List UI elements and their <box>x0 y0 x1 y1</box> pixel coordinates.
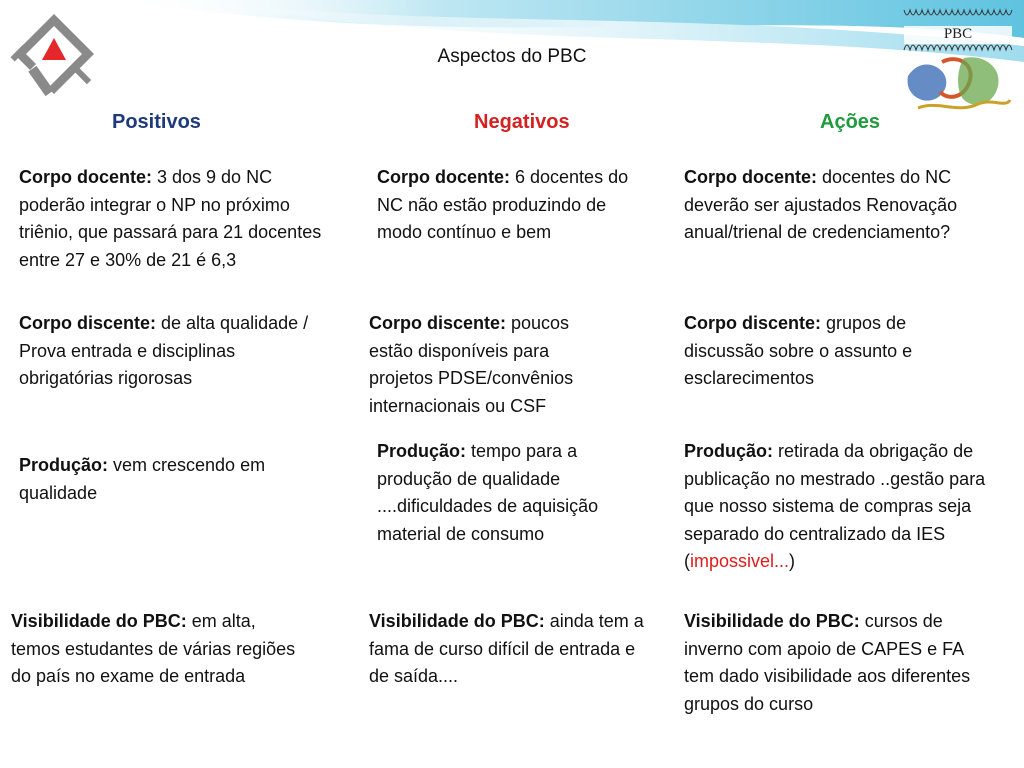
positivos-docente-label: Corpo docente: <box>19 167 152 187</box>
negativos-discente-label: Corpo discente: <box>369 313 507 333</box>
acoes-discente-text: grupos de discussão sobre o assunto e esclarecimentos <box>684 313 913 388</box>
column-header-positivos: Positivos <box>112 111 201 133</box>
negativos-docente-label: Corpo docente: <box>377 167 510 187</box>
acoes-visibilidade-text: cursos de inverno com apoio de CAPES e FA tem dado visibilidade aos diferentes grupos do curso <box>684 611 971 714</box>
positivos-discente-text: de alta qualidade / Prova entrada e disciplinas obrigatórias rigorosas <box>19 313 309 388</box>
positivos-visibilidade-label: Visibilidade do PBC: <box>11 611 187 631</box>
acoes-docente-text: docentes do NC deverão ser ajustados Renovação anual/trienal de credenciamento? <box>684 167 958 242</box>
acoes-producao-text: retirada da obrigação de publicação no mestrado ..gestão para que nosso sistema de compras seja separado do centralizado da IES ( <box>684 441 986 571</box>
positivos-docente-text: 3 dos 9 do NC poderão integrar o NP no próximo triênio, que passará para 21 docentes entre 27 e 30% de 21 é 6,3 <box>19 167 322 270</box>
positivos-corpo-discente <box>19 310 309 393</box>
positivos-producao-label: Produção: <box>19 455 109 475</box>
acoes-producao <box>684 438 1014 576</box>
pbc-logo-label: PBC <box>904 26 1012 44</box>
positivos-discente-label: Corpo discente: <box>19 313 157 333</box>
positivos-corpo-docente <box>19 164 335 274</box>
acoes-visibilidade <box>684 608 984 718</box>
negativos-discente-text: poucos estão disponíveis para projetos PDSE/convênios internacionais ou CSF <box>369 313 574 416</box>
negativos-visibilidade <box>369 608 649 691</box>
negativos-corpo-docente <box>377 164 647 247</box>
negativos-corpo-discente <box>369 310 614 420</box>
positivos-producao <box>19 452 274 507</box>
negativos-visibilidade-label: Visibilidade do PBC: <box>369 611 545 631</box>
acoes-discente-label: Corpo discente: <box>684 313 822 333</box>
column-header-acoes: Ações <box>820 111 881 133</box>
slide-title: Aspectos do PBC <box>437 46 587 67</box>
negativos-producao-label: Produção: <box>377 441 467 461</box>
acoes-visibilidade-label: Visibilidade do PBC: <box>684 611 860 631</box>
acoes-corpo-discente <box>684 310 974 393</box>
acoes-corpo-docente <box>684 164 984 247</box>
negativos-docente-text: 6 docentes do NC não estão produzindo de modo contínuo e bem <box>377 167 629 242</box>
acoes-producao-tail: ) <box>789 551 796 571</box>
negativos-producao <box>377 438 639 548</box>
acoes-producao-label: Produção: <box>684 441 774 461</box>
positivos-visibilidade <box>11 608 301 691</box>
column-header-negativos: Negativos <box>474 111 570 133</box>
acoes-producao-highlight: impossivel... <box>690 551 790 571</box>
negativos-producao-text: tempo para a produção de qualidade ....dificuldades de aquisição material de consumo <box>377 441 599 544</box>
acoes-docente-label: Corpo docente: <box>684 167 817 187</box>
positivos-producao-text: vem crescendo em qualidade <box>19 455 266 503</box>
negativos-visibilidade-text: ainda tem a fama de curso difícil de entrada e de saída.... <box>369 611 644 686</box>
positivos-visibilidade-text: em alta, temos estudantes de várias regiões do país no exame de entrada <box>11 611 296 686</box>
